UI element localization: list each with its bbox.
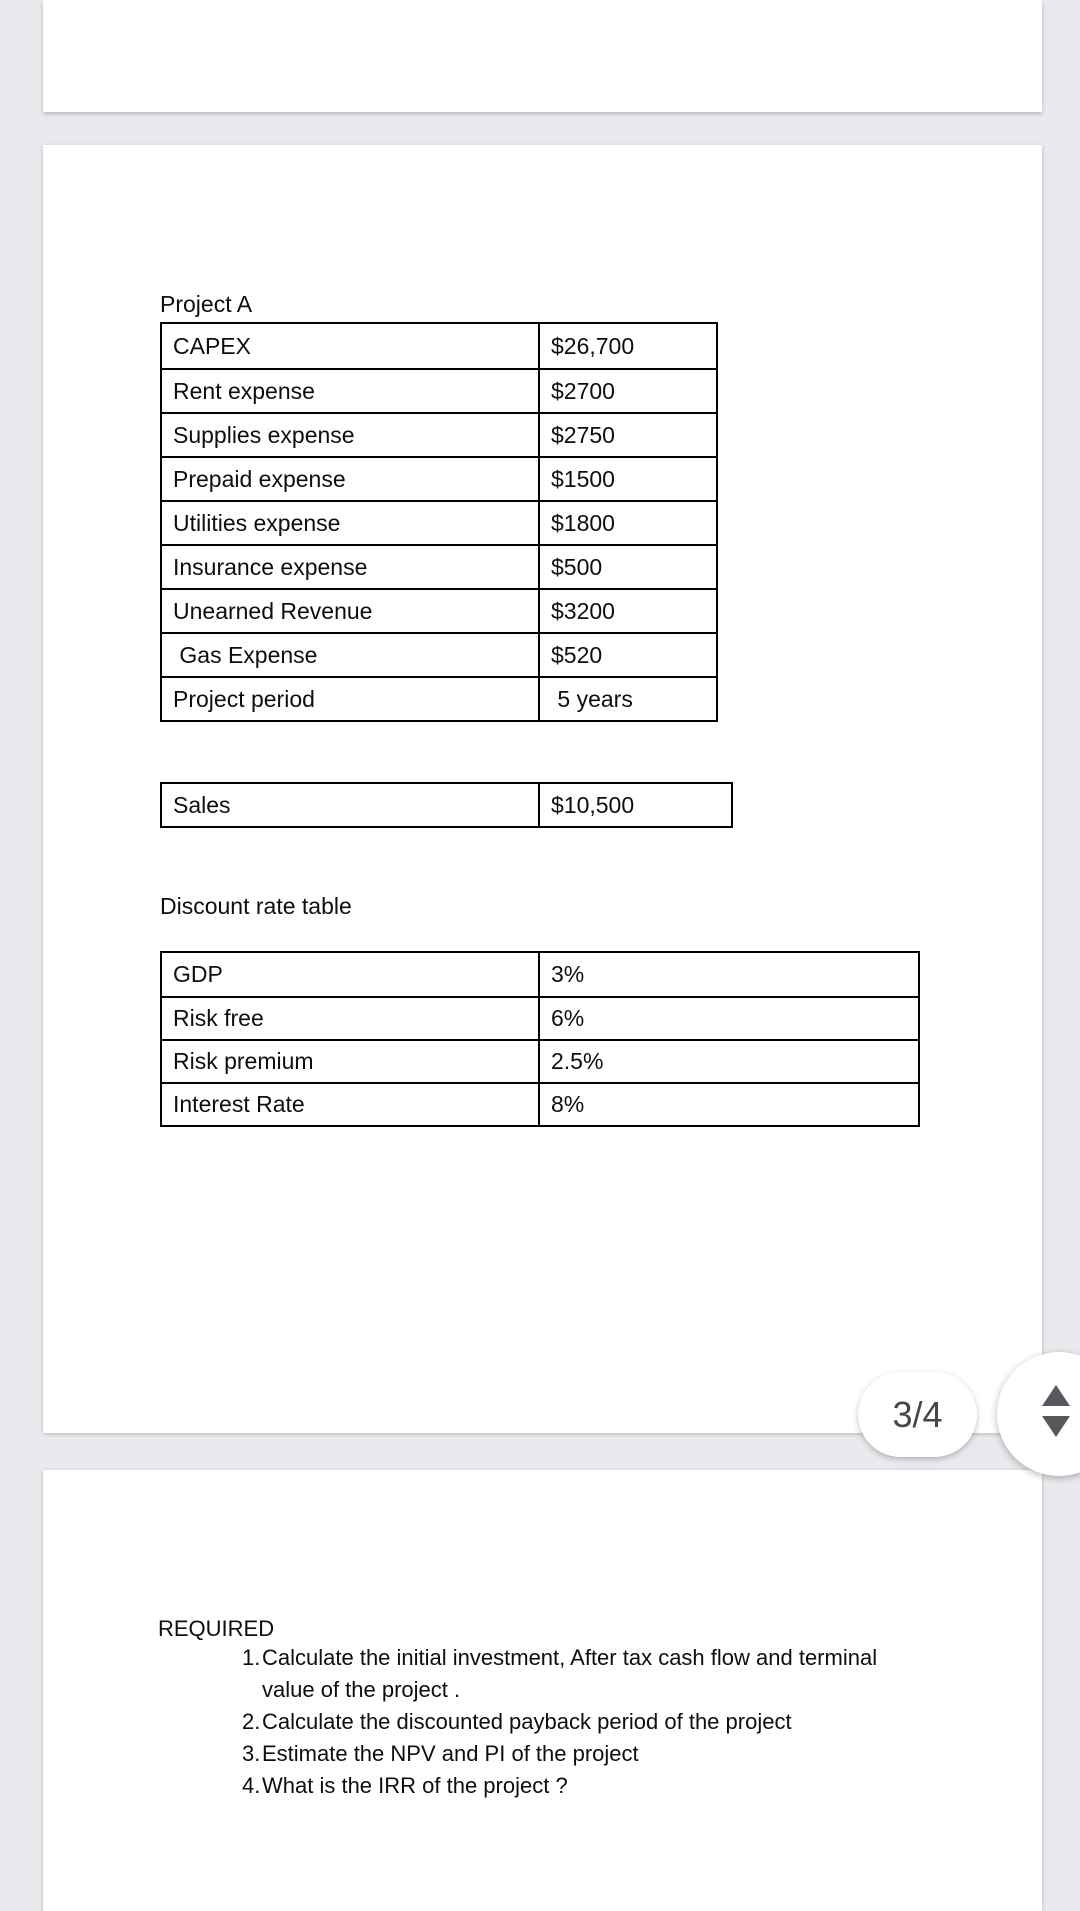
list-item-text: Estimate the NPV and PI of the project [262, 1741, 639, 1766]
table-row [162, 632, 716, 676]
discount-rate-table [160, 951, 920, 1127]
list-item [242, 1738, 877, 1770]
page-4 [43, 1470, 1042, 1911]
table-row [162, 500, 716, 544]
table-row [162, 456, 716, 500]
scroll-down-icon[interactable] [1042, 1416, 1070, 1437]
table-row [162, 544, 716, 588]
list-item [242, 1706, 877, 1738]
list-number: 3. [242, 1741, 261, 1766]
cell-label: Risk free [162, 998, 540, 1039]
table-row [162, 676, 716, 720]
list-item [242, 1642, 877, 1706]
table-row [162, 953, 918, 996]
table-row [162, 784, 731, 826]
page-indicator-badge [858, 1372, 977, 1457]
cell-value: $3200 [551, 597, 615, 624]
list-item-text: value of the project . [262, 1677, 461, 1702]
cell-value: $10,500 [551, 791, 635, 818]
table-row [162, 1039, 918, 1082]
table-row [162, 324, 716, 368]
table-row [162, 996, 918, 1039]
required-heading: REQUIRED [158, 1616, 275, 1641]
cell-label: Gas Expense [162, 634, 540, 676]
project-a-title: Project A [160, 291, 253, 317]
list-number: 2. [242, 1709, 261, 1734]
scroll-up-icon[interactable] [1042, 1385, 1070, 1406]
cell-value: $500 [551, 553, 603, 580]
cell-label: Prepaid expense [162, 458, 540, 500]
cell-value: $2700 [551, 377, 615, 404]
list-item [242, 1770, 877, 1802]
page-3 [43, 145, 1042, 1433]
cell-label: Interest Rate [162, 1084, 540, 1125]
cell-label: CAPEX [162, 324, 540, 368]
cell-value: $26,700 [551, 332, 635, 359]
list-number: 4. [242, 1773, 261, 1798]
cell-value: 6% [551, 1005, 585, 1031]
page-2-bottom [43, 0, 1042, 112]
table-row [162, 368, 716, 412]
cell-label: Utilities expense [162, 502, 540, 544]
cell-value: $2750 [551, 421, 615, 448]
project-table [160, 322, 718, 722]
cell-label: Insurance expense [162, 546, 540, 588]
cell-label: Sales [162, 784, 540, 826]
cell-value: 8% [551, 1091, 585, 1117]
cell-value: $1500 [551, 465, 615, 492]
cell-label: Risk premium [162, 1041, 540, 1082]
table-row [162, 412, 716, 456]
cell-value: 2.5% [551, 1048, 604, 1074]
list-number: 1. [242, 1645, 261, 1670]
cell-value: 3% [551, 961, 585, 987]
cell-label: Project period [162, 678, 540, 720]
cell-label: GDP [162, 953, 540, 996]
cell-value: $520 [551, 641, 603, 668]
page-indicator-label: 3/4 [892, 1393, 943, 1435]
table-row [162, 588, 716, 632]
sales-table [160, 782, 733, 828]
discount-rate-title: Discount rate table [160, 893, 352, 919]
required-list [242, 1642, 877, 1802]
cell-value: 5 years [551, 685, 633, 712]
cell-label: Unearned Revenue [162, 590, 540, 632]
cell-value: $1800 [551, 509, 615, 536]
list-item-text: Calculate the initial investment, After tax cash flow and terminal [262, 1645, 878, 1670]
cell-label: Supplies expense [162, 414, 540, 456]
table-row [162, 1082, 918, 1125]
cell-label: Rent expense [162, 370, 540, 412]
list-item-text: What is the IRR of the project ? [262, 1773, 568, 1798]
list-item-text: Calculate the discounted payback period of the project [262, 1709, 792, 1734]
